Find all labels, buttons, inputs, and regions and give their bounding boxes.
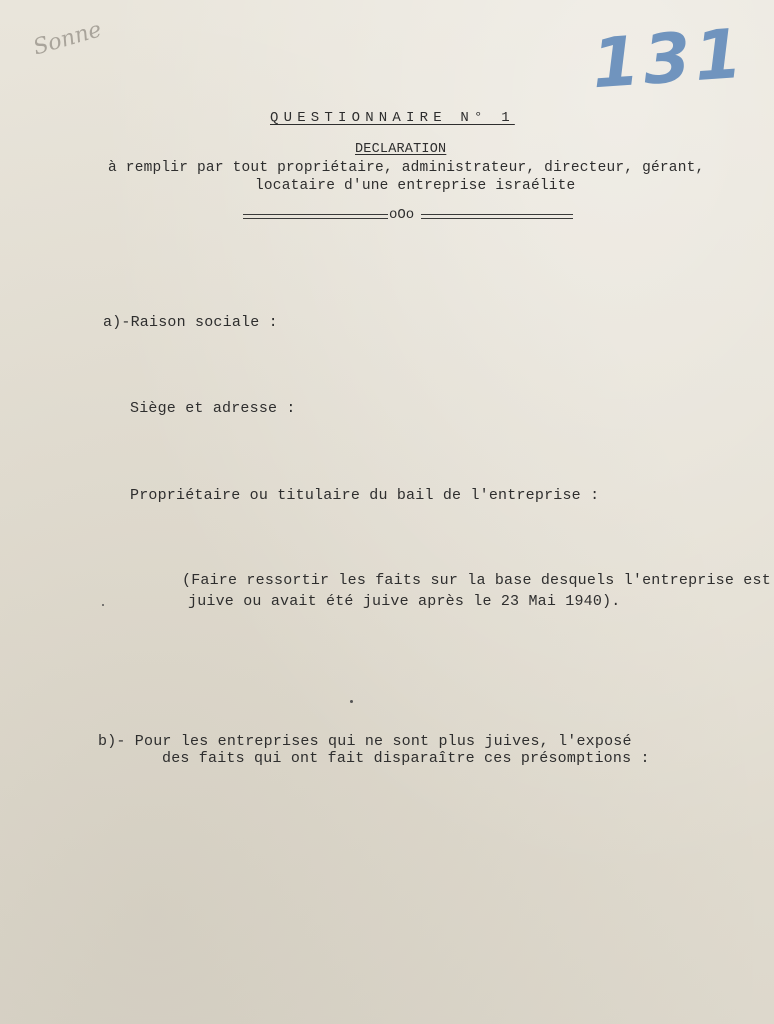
- description-line-2: locataire d'une entreprise israélite: [255, 178, 576, 194]
- ink-speck: [350, 700, 353, 703]
- instruction-note-line-2: juive ou avait été juive après le 23 Mai 1940).: [188, 593, 621, 610]
- proprietaire-label: Propriétaire ou titulaire du bail de l'entreprise :: [130, 487, 600, 504]
- ink-speck: [102, 604, 104, 606]
- separator-rule-right-top: [421, 214, 573, 215]
- section-b-line-2: des faits qui ont fait disparaître ces présomptions :: [162, 750, 650, 767]
- separator-ornament: oOo: [389, 207, 415, 223]
- description-line-1: à remplir par tout propriétaire, administrateur, directeur, gérant,: [108, 160, 705, 176]
- pencil-annotation: Sonne: [30, 17, 105, 61]
- separator-rule-right-bottom: [421, 218, 573, 219]
- page-number-annotation: 131: [589, 14, 749, 105]
- raison-sociale-label: a)-Raison sociale :: [103, 314, 278, 331]
- instruction-note-line-1: (Faire ressortir les faits sur la base desquels l'entreprise est: [182, 572, 771, 589]
- ornamental-separator: [243, 207, 573, 224]
- separator-rule-left-top: [243, 214, 388, 215]
- document-title: QUESTIONNAIRE N° 1: [270, 110, 515, 126]
- siege-adresse-label: Siège et adresse :: [130, 400, 296, 417]
- section-b-line-1: b)- Pour les entreprises qui ne sont plus juives, l'exposé: [98, 733, 632, 750]
- document-subtitle: DECLARATION: [355, 142, 447, 157]
- separator-rule-left-bottom: [243, 218, 388, 219]
